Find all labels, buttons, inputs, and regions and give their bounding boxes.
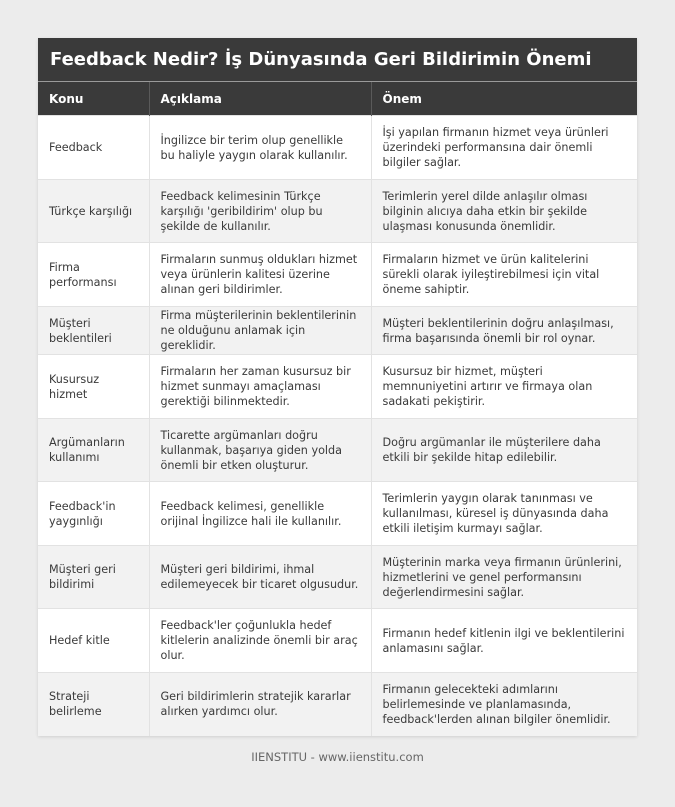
cell-topic: Kusursuz hizmet — [38, 355, 149, 419]
table-row — [38, 307, 637, 355]
table-row — [38, 609, 637, 673]
cell-importance: Firmaların hizmet ve ürün kalitelerini sürekli olarak iyileştirebilmesi için vital öneme sahiptir. — [371, 243, 637, 307]
cell-description: Feedback'ler çoğunlukla hedef kitlelerin analizinde önemli bir araç olur. — [149, 609, 371, 673]
cell-topic: Feedback — [38, 116, 149, 180]
table-row — [38, 673, 637, 736]
table-row — [38, 419, 637, 482]
cell-topic: Argümanların kullanımı — [38, 419, 149, 482]
info-table — [38, 82, 637, 736]
cell-importance: Firmanın gelecekteki adımlarını belirlemesinde ve planlamasında, feedback'lerden alınan bilgiler önemlidir. — [371, 673, 637, 736]
cell-importance: İşi yapılan firmanın hizmet veya ürünleri üzerindeki performansına dair önemli bilgiler sağlar. — [371, 116, 637, 180]
cell-topic: Hedef kitle — [38, 609, 149, 673]
cell-description: İngilizce bir terim olup genellikle bu haliyle yaygın olarak kullanılır. — [149, 116, 371, 180]
table-row — [38, 243, 637, 307]
table-row — [38, 355, 637, 419]
cell-topic: Türkçe karşılığı — [38, 180, 149, 243]
cell-description: Firmaların her zaman kusursuz bir hizmet sunmayı amaçlaması gerektiği bilinmektedir. — [149, 355, 371, 419]
footer-credit: IIENSTITU - www.iienstitu.com — [251, 750, 424, 764]
cell-importance: Terimlerin yerel dilde anlaşılır olması bilginin alıcıya daha etkin bir şekilde ulaşması konusunda önemlidir. — [371, 180, 637, 243]
cell-topic: Müşteri geri bildirimi — [38, 546, 149, 609]
cell-description: Feedback kelimesinin Türkçe karşılığı 'geribildirim' olup bu şekilde de kullanılır. — [149, 180, 371, 243]
cell-description: Geri bildirimlerin stratejik kararlar alırken yardımcı olur. — [149, 673, 371, 736]
cell-description: Ticarette argümanları doğru kullanmak, başarıya giden yolda önemli bir etken oluşturur. — [149, 419, 371, 482]
cell-importance: Müşterinin marka veya firmanın ürünlerini, hizmetlerini ve genel performansını değerlendirmesini sağlar. — [371, 546, 637, 609]
table-row — [38, 180, 637, 243]
table-card — [38, 38, 637, 736]
cell-topic: Müşteri beklentileri — [38, 307, 149, 355]
cell-importance: Terimlerin yaygın olarak tanınması ve kullanılması, küresel iş dünyasında daha etkili iletişim kurmayı sağlar. — [371, 482, 637, 546]
cell-topic: Strateji belirleme — [38, 673, 149, 736]
page-title: Feedback Nedir? İş Dünyasında Geri Bildirimin Önemi — [38, 38, 637, 82]
cell-description: Firmaların sunmuş oldukları hizmet veya ürünlerin kalitesi üzerine alınan geri bildirimler. — [149, 243, 371, 307]
cell-topic: Feedback'in yaygınlığı — [38, 482, 149, 546]
cell-importance: Müşteri beklentilerinin doğru anlaşılması, firma başarısında önemli bir rol oynar. — [371, 307, 637, 355]
cell-topic: Firma performansı — [38, 243, 149, 307]
column-header-aciklama: Açıklama — [149, 82, 371, 116]
cell-importance: Firmanın hedef kitlenin ilgi ve beklentilerini anlamasını sağlar. — [371, 609, 637, 673]
cell-description: Feedback kelimesi, genellikle orijinal İngilizce hali ile kullanılır. — [149, 482, 371, 546]
cell-description: Müşteri geri bildirimi, ihmal edilemeyecek bir ticaret olgusudur. — [149, 546, 371, 609]
column-header-konu: Konu — [38, 82, 149, 116]
table-header-row — [38, 82, 637, 116]
cell-description: Firma müşterilerinin beklentilerinin ne olduğunu anlamak için gereklidir. — [149, 307, 371, 355]
cell-importance: Doğru argümanlar ile müşterilere daha etkili bir şekilde hitap edilebilir. — [371, 419, 637, 482]
column-header-onem: Önem — [371, 82, 637, 116]
table-row — [38, 546, 637, 609]
table-row — [38, 116, 637, 180]
table-row — [38, 482, 637, 546]
cell-importance: Kusursuz bir hizmet, müşteri memnuniyetini artırır ve firmaya olan sadakati pekiştirir. — [371, 355, 637, 419]
